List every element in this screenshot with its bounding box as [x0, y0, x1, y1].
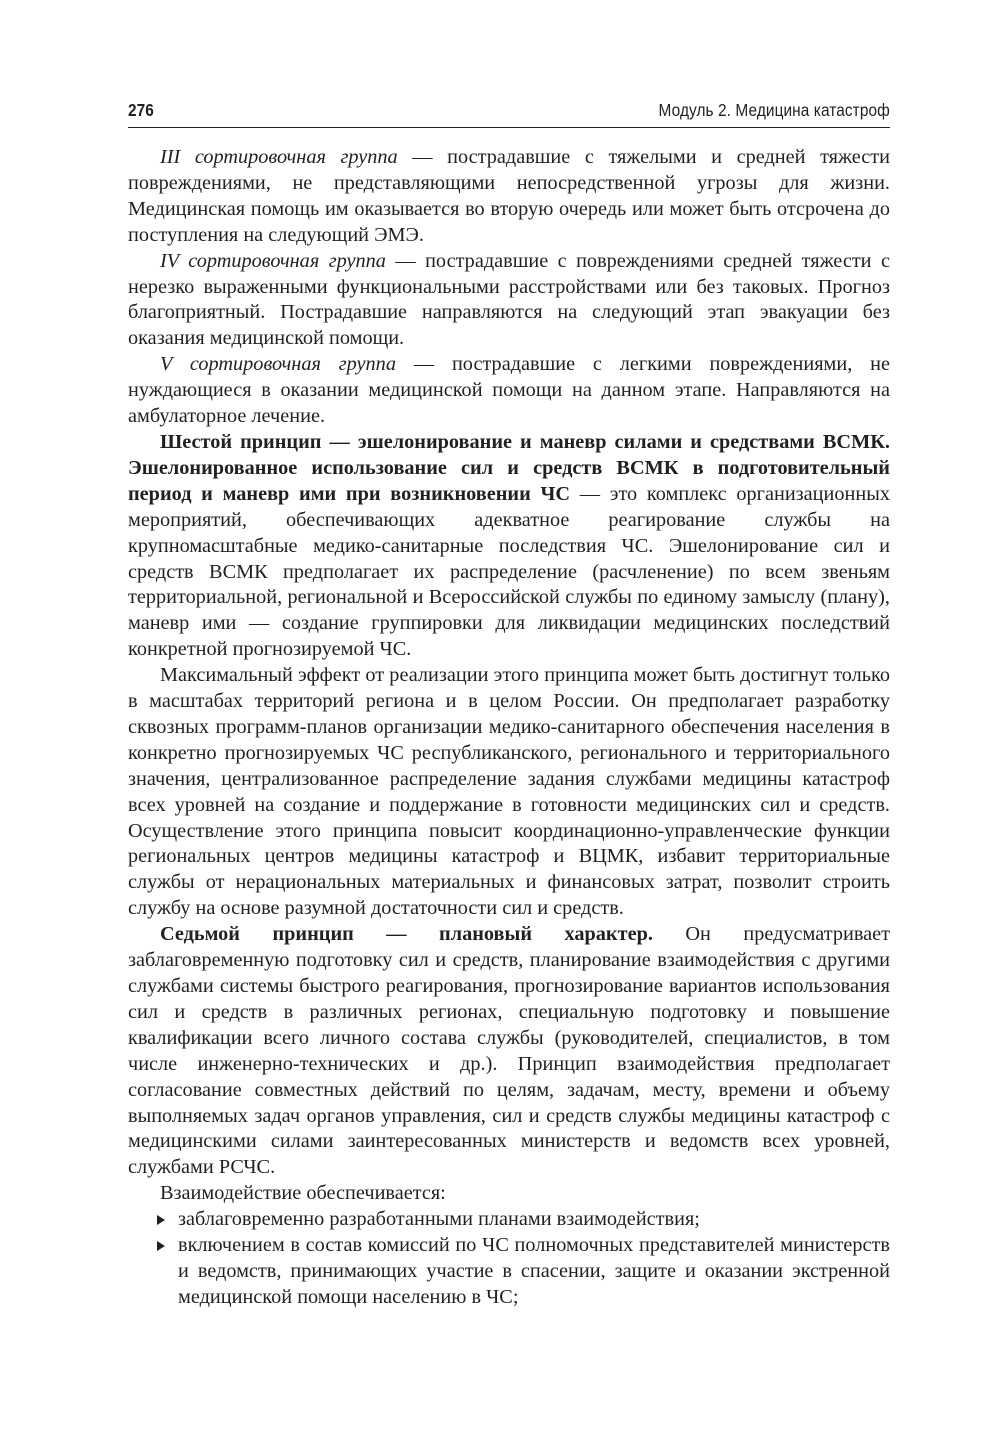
page-header	[128, 100, 890, 128]
group-5-term: V сортировочная группа	[160, 353, 396, 376]
document-page	[128, 100, 890, 1311]
seventh-principle-text: Он предусматривает заблаговременную подготовку сил и средств, планирование взаимодействия с другими службами системы быстрого реагирования, прогнозирование вариантов использования сил и средств в различных регионах, специальную подготовку и повышение квалификации всего личного состава службы (руководителей, специалистов, в том числе инженерно-технических и др.). Принцип взаимодействия предполагает согласование совместных действий по целям, задачам, месту, времени и объему выполняемых задач органов управления, сил и средств службы медицины катастроф с медицинскими силами заинтересованных министерств и ведомств всех уровней, службами РСЧС.	[128, 923, 890, 1179]
body-text	[128, 145, 890, 1311]
paragraph-seventh-principle	[128, 922, 890, 1181]
triangle-bullet-icon	[157, 1241, 165, 1251]
paragraph-group-4	[128, 249, 890, 353]
paragraph-maximal-effect: Максимальный эффект от реализации этого принципа может быть достигнут только в масштабах территорий региона и в целом России. Он предполагает разработку сквозных программ-планов организации медико-санитарного обеспечения населения в конкретно прогнозируемых ЧС республиканского, регионального и территориального значения, централизованное распределение задания службами медицины катастроф всех уровней на создание и поддержание в готовности медицинских сил и средств. Осуществление этого принципа повысит координационно-управленческие функции региональных центров медицины катастроф и ВЦМК, избавит территориальные службы от нерациональных материальных и финансовых затрат, позволит строить службу на основе разумной достаточности сил и средств.	[128, 664, 890, 920]
interaction-list	[128, 1207, 890, 1311]
list-item	[128, 1233, 890, 1311]
sixth-principle-text: — это комплекс организационных мероприятий, обеспечивающих адекватное реагирование службы на крупномасштабные медико-санитарные последствия ЧС. Эшелонирование сил и средств ВСМК предполагает их распределение (расчленение) по всем звеньям территориальной, региональной и Всероссийской службы по единому замыслу (плану), маневр ими — создание группировки для ликвидации медицинских последствий конкретной прогнозируемой ЧС.	[128, 482, 891, 661]
list-item-text: включением в состав комиссий по ЧС полномочных представителей министерств и ведомств, принимающих участие в спасении, защите и оказании экстренной медицинской помощи населению в ЧС;	[178, 1234, 890, 1308]
group-3-term: III сортировочная группа	[160, 146, 398, 168]
paragraph-group-3	[128, 145, 890, 249]
group-4-text: — пострадавшие с повреждениями средней тяжести с нерезко выраженными функциональными расстройствами или без таковых. Прогноз благоприятный. Пострадавшие направляются на следующий этап эвакуации без оказания медицинской помощи.	[128, 249, 890, 350]
group-5-text: — пострадавшие с легкими повреждениями, не нуждающиеся в оказании медицинской помощи на данном этапе. Направляются на амбулаторное лечение.	[128, 353, 890, 428]
paragraph-sixth-principle	[128, 430, 890, 663]
paragraph-interaction-intro: Взаимодействие обеспечивается:	[160, 1182, 446, 1205]
list-item-text: заблаговременно разработанными планами взаимодействия;	[178, 1208, 700, 1231]
list-item	[128, 1207, 890, 1233]
group-4-term: IV сортировочная группа	[160, 249, 386, 272]
page-number: 276	[128, 100, 154, 120]
running-title: Модуль 2. Медицина катастроф	[658, 100, 890, 120]
triangle-bullet-icon	[157, 1215, 165, 1225]
sixth-principle-heading: Шестой принцип — эшелонирование и маневр силами и средствами ВСМК. Эшелонированное использование сил и средств ВСМК в подготовительный период и маневр ими при возникновении ЧС	[128, 430, 890, 505]
group-3-text: — пострадавшие с тяжелыми и средней тяжести повреждениями, не представляющими непосредственной угрозы для жизни. Медицинская помощь им оказывается во вторую очередь или может быть отсрочена до поступления на следующий ЭМЭ.	[128, 146, 890, 246]
paragraph-group-5	[128, 352, 890, 430]
seventh-principle-heading: Седьмой принцип — плановый характер.	[160, 923, 653, 946]
